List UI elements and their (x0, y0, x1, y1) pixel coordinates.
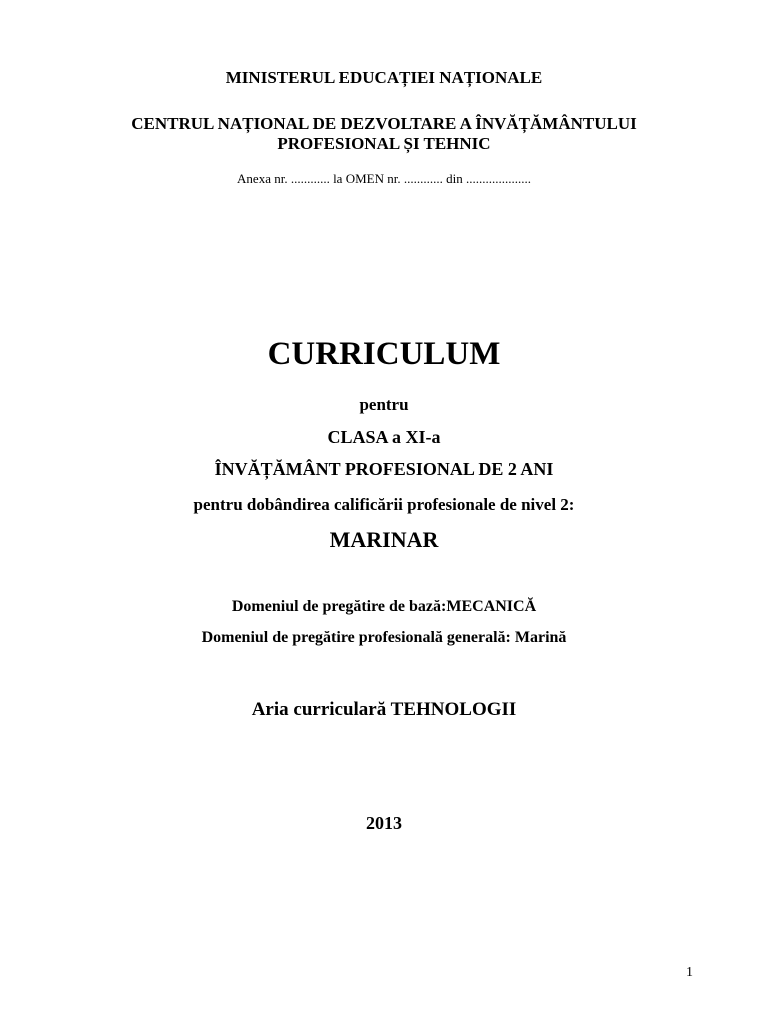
title-pentru: pentru (359, 395, 409, 414)
class-level: CLASA a XI-a (327, 427, 441, 447)
document-year: 2013 (366, 813, 402, 833)
qualification-statement: pentru dobândirea calificării profesionale de nivel 2: (193, 495, 575, 514)
education-program: ÎNVĂȚĂMÂNT PROFESIONAL DE 2 ANI (214, 459, 554, 479)
center-heading-line-2: PROFESIONAL ȘI TEHNIC (277, 134, 491, 153)
curricular-area: Aria curriculară TEHNOLOGII (251, 699, 517, 720)
document-title: CURRICULUM (267, 336, 501, 372)
page-number: 1 (686, 965, 693, 980)
annex-reference: Anexa nr. ............ la OMEN nr. ............ din .................... (237, 171, 531, 186)
ministry-heading: MINISTERUL EDUCAȚIEI NAȚIONALE (225, 68, 543, 87)
base-training-domain: Domeniul de pregătire de bază:MECANICĂ (231, 598, 537, 615)
center-heading (0, 114, 768, 154)
profession-name: MARINAR (329, 527, 439, 552)
center-heading-line-1: CENTRUL NAȚIONAL DE DEZVOLTARE A ÎNVĂȚĂMÂNTULUI (131, 114, 637, 133)
general-professional-domain: Domeniul de pregătire profesională generală: Marină (201, 629, 567, 646)
